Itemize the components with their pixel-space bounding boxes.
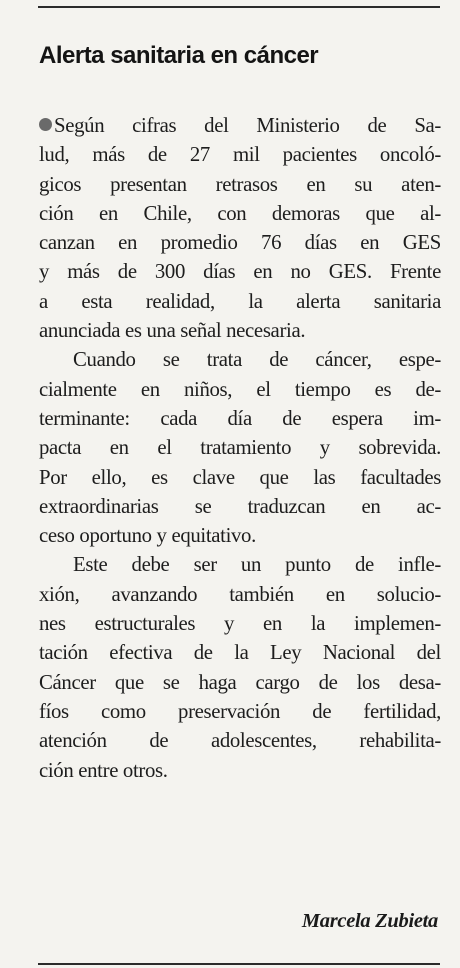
- paragraph-3-line-6: fíos como preservación de fertilidad,: [39, 699, 441, 723]
- paragraph-1-line-5: canzan en promedio 76 días en GES: [39, 231, 441, 255]
- paragraph-3-line-4: tación efectiva de la Ley Nacional del: [39, 641, 441, 665]
- paragraph-3-line-7: atención de adolescentes, rehabilita-: [39, 729, 441, 753]
- paragraph-2-line-6: extraordinarias se traduzcan en ac-: [39, 494, 441, 518]
- paragraph-2-line-7: ceso oportuno y equitativo.: [39, 524, 256, 548]
- paragraph-1-line-1: Según cifras del Ministerio de Sa-: [39, 111, 441, 140]
- paragraph-1-line-7: a esta realidad, la alerta sanitaria: [39, 289, 441, 313]
- paragraph-1-line-6: y más de 300 días en no GES. Frente: [39, 260, 441, 284]
- paragraph-3-line-1: Este debe ser un punto de infle-: [73, 553, 441, 577]
- top-divider: [38, 6, 440, 8]
- author-signature: Marcela Zubieta: [301, 910, 438, 932]
- paragraph-2-line-3: terminante: cada día de espera im-: [39, 406, 441, 430]
- bottom-divider: [38, 963, 440, 965]
- paragraph-2-line-2: cialmente en niños, el tiempo es de-: [39, 377, 441, 401]
- paragraph-3-line-5: Cáncer que se haga cargo de los desa-: [39, 670, 441, 694]
- paragraph-3-line-3: nes estructurales y en la implemen-: [39, 612, 441, 636]
- paragraph-2-line-4: pacta en el tratamiento y sobrevida.: [39, 436, 441, 460]
- paragraph-1-line-3: gicos presentan retrasos en su aten-: [39, 172, 441, 196]
- article-title: Alerta sanitaria en cáncer: [39, 42, 319, 69]
- paragraph-1-line-2: lud, más de 27 mil pacientes oncoló-: [39, 143, 441, 167]
- paragraph-3-line-8: ción entre otros.: [39, 758, 168, 782]
- paragraph-2-line-5: Por ello, es clave que las facultades: [39, 465, 441, 489]
- paragraph-2-line-1: Cuando se trata de cáncer, espe-: [73, 348, 441, 372]
- article-body: [39, 111, 441, 785]
- paragraph-1-line-8: anunciada es una señal necesaria.: [39, 319, 306, 343]
- paragraph-3-line-2: xión, avanzando también en solucio-: [39, 582, 441, 606]
- paragraph-1-line-4: ción en Chile, con demoras que al-: [39, 201, 441, 225]
- bullet-icon: [39, 118, 52, 131]
